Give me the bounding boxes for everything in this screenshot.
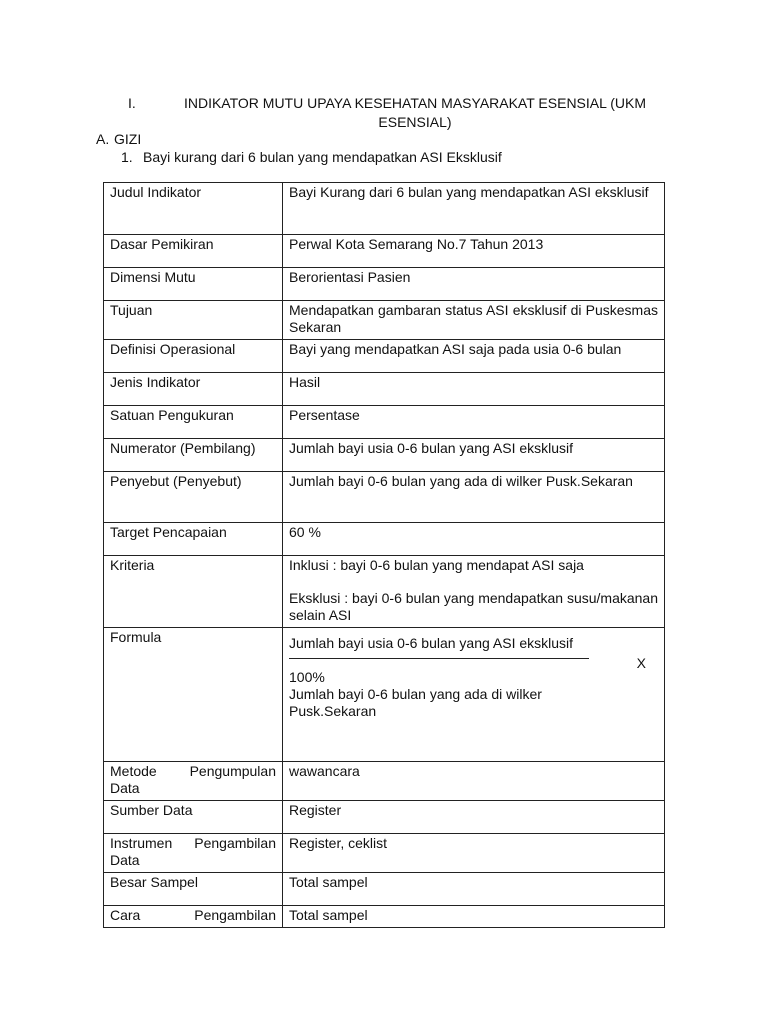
kriteria-value [283,556,665,628]
fraction-line [289,658,589,659]
formula-denominator-2: Pusk.Sekaran [289,703,377,719]
table-row [104,301,665,340]
row-value: Jumlah bayi 0-6 bulan yang ada di wilker Pusk.Sekaran [283,472,665,523]
subsection-number: 1. [121,149,133,165]
table-row [104,834,665,873]
kriteria-inklusi: Inklusi : bayi 0-6 bulan yang mendapat ASI saja [289,557,584,573]
section-label: A. [96,131,110,147]
subsection-title: Bayi kurang dari 6 bulan yang mendapatkan ASI Eksklusif [143,149,502,165]
row-key: Besar Sampel [104,873,283,906]
heading-title: INDIKATOR MUTU UPAYA KESEHATAN MASYARAKAT ESENSIAL (UKM ESENSIAL) [183,95,647,130]
section-heading [96,130,141,148]
row-value: Bayi Kurang dari 6 bulan yang mendapatkan ASI eksklusif [283,183,665,235]
row-value: Register, ceklist [283,834,665,873]
table-row [104,340,665,373]
row-key: Cara Pengambilan [104,906,283,928]
row-value: Total sampel [283,873,665,906]
row-key: Formula [104,628,283,762]
table-row [104,472,665,523]
heading-number: I. [128,95,136,111]
table-row-formula [104,628,665,762]
formula-numerator: Jumlah bayi usia 0-6 bulan yang ASI eksklusif [289,635,574,651]
row-key: Tujuan [104,301,283,340]
row-value: wawancara [283,762,665,801]
row-key: Numerator (Pembilang) [104,439,283,472]
table-row [104,235,665,268]
row-key: Instrumen Pengambilan Data [104,834,283,873]
subsection-heading [121,148,502,166]
section-title: GIZI [114,131,142,147]
row-key: Satuan Pengukuran [104,406,283,439]
row-value: Berorientasi Pasien [283,268,665,301]
table-row [104,762,665,801]
row-value: Perwal Kota Semarang No.7 Tahun 2013 [283,235,665,268]
row-value: Bayi yang mendapatkan ASI saja pada usia 0-6 bulan [283,340,665,373]
row-key: Kriteria [104,556,283,628]
row-key: Penyebut (Penyebut) [104,472,283,523]
formula-denominator-1: Jumlah bayi 0-6 bulan yang ada di wilker [289,686,542,702]
kriteria-eksklusi: Eksklusi : bayi 0-6 bulan yang mendapatkan susu/makanan selain ASI [289,590,658,623]
table-row [104,801,665,834]
row-value: Register [283,801,665,834]
formula-multiply: X [636,655,646,671]
row-value: Mendapatkan gambaran status ASI eksklusif di Puskesmas Sekaran [283,301,665,340]
row-value: Total sampel [283,906,665,928]
table-row [104,906,665,928]
row-key: Definisi Operasional [104,340,283,373]
table-row [104,406,665,439]
table-row [104,183,665,235]
document-heading [128,94,668,132]
row-key: Dimensi Mutu [104,268,283,301]
row-key: Dasar Pemikiran [104,235,283,268]
formula-percent: 100% [289,669,325,685]
row-key: Judul Indikator [104,183,283,235]
row-value: Hasil [283,373,665,406]
row-key: Jenis Indikator [104,373,283,406]
table-row [104,268,665,301]
table-row-kriteria [104,556,665,628]
table-row [104,373,665,406]
row-value: Jumlah bayi usia 0-6 bulan yang ASI eksklusif [283,439,665,472]
row-value: Persentase [283,406,665,439]
row-key: Target Pencapaian [104,523,283,556]
indicator-table [103,182,665,928]
row-key: Metode Pengumpulan Data [104,762,283,801]
formula-value [283,628,665,762]
table-row [104,523,665,556]
row-value: 60 % [283,523,665,556]
row-key: Sumber Data [104,801,283,834]
table-row [104,873,665,906]
table-row [104,439,665,472]
